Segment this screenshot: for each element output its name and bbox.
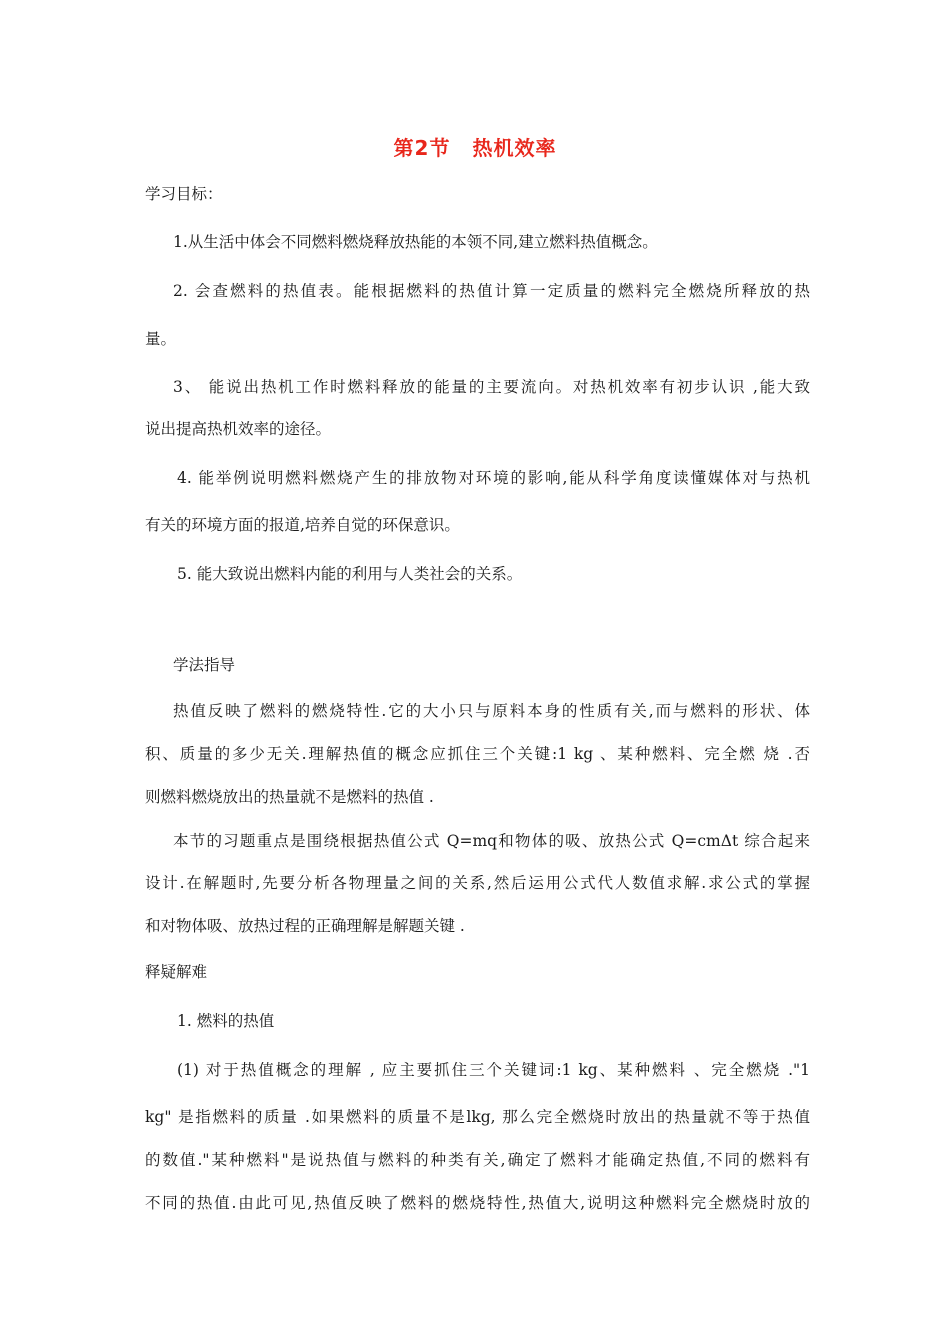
difficulty-heading: 释疑解难 [145, 963, 208, 981]
objective-item-1: 1.从生活中体会不同燃料燃烧释放热能的本领不同,建立燃料热值概念。 [173, 233, 658, 251]
objective-item-2-line-2: 量。 [145, 330, 177, 348]
difficulty-subheading-1: 1. 燃料的热值 [177, 1012, 275, 1030]
guide-paragraph-2-line-3: 和对物体吸、放热过程的正确理解是解题关键 . [145, 917, 465, 935]
guide-paragraph-1-line-3: 则燃料燃烧放出的热量就不是燃料的热值 . [145, 788, 434, 806]
page-title [0, 132, 950, 161]
guide-paragraph-2-line-2: 设计.在解题时,先要分析各物理量之间的关系,然后运用公式代人数值求解.求公式的掌握 [145, 874, 810, 892]
section-title: 热机效率 [472, 136, 557, 160]
objectives-heading: 学习目标： [145, 185, 223, 203]
difficulty-paragraph-1-line-3: 的数值."某种燃料"是说热值与燃料的种类有关,确定了燃料才能确定热值,不同的燃料有 [145, 1151, 810, 1169]
guide-heading: 学法指导 [173, 656, 236, 674]
objective-item-5: 5. 能大致说出燃料内能的利用与人类社会的关系。 [177, 565, 523, 583]
difficulty-paragraph-1-line-4: 不同的热值.由此可见,热值反映了燃料的燃烧特性,热值大,说明这种燃料完全燃烧时放的 [145, 1194, 810, 1212]
objective-item-3-line-2: 说出提高热机效率的途径。 [145, 420, 332, 438]
objective-item-2-line-1: 2. 会查燃料的热值表。能根据燃料的热值计算一定质量的燃料完全燃烧所释放的热 [173, 282, 810, 300]
objective-item-4-line-1: 4. 能举例说明燃料燃烧产生的排放物对环境的影响,能从科学角度读懂媒体对与热机 [177, 469, 810, 487]
difficulty-paragraph-1-line-1: (1) 对于热值概念的理解 , 应主要抓住三个关键词:1 kg、某种燃料 、完全燃烧 ."1 [177, 1061, 810, 1079]
guide-paragraph-1-line-2: 积、质量的多少无关.理解热值的概念应抓住三个关键:1 kg 、某种燃料、完全燃 烧 .否 [145, 745, 810, 763]
objective-item-4-line-2: 有关的环境方面的报道,培养自觉的环保意识。 [145, 516, 460, 534]
section-number: 第2节 [393, 136, 451, 160]
guide-paragraph-2-line-1: 本节的习题重点是围绕根据热值公式 Q=mq和物体的吸、放热公式 Q=cmΔt 综合起来 [173, 832, 810, 850]
difficulty-paragraph-1-line-2: kg" 是指燃料的质量 .如果燃料的质量不是lkg, 那么完全燃烧时放出的热量就不等于热值 [145, 1108, 810, 1126]
guide-paragraph-1-line-1: 热值反映了燃料的燃烧特性.它的大小只与原料本身的性质有关,而与燃料的形状、体 [173, 702, 810, 720]
objective-item-3-line-1: 3、 能说出热机工作时燃料释放的能量的主要流向。对热机效率有初步认识 ,能大致 [173, 378, 810, 396]
